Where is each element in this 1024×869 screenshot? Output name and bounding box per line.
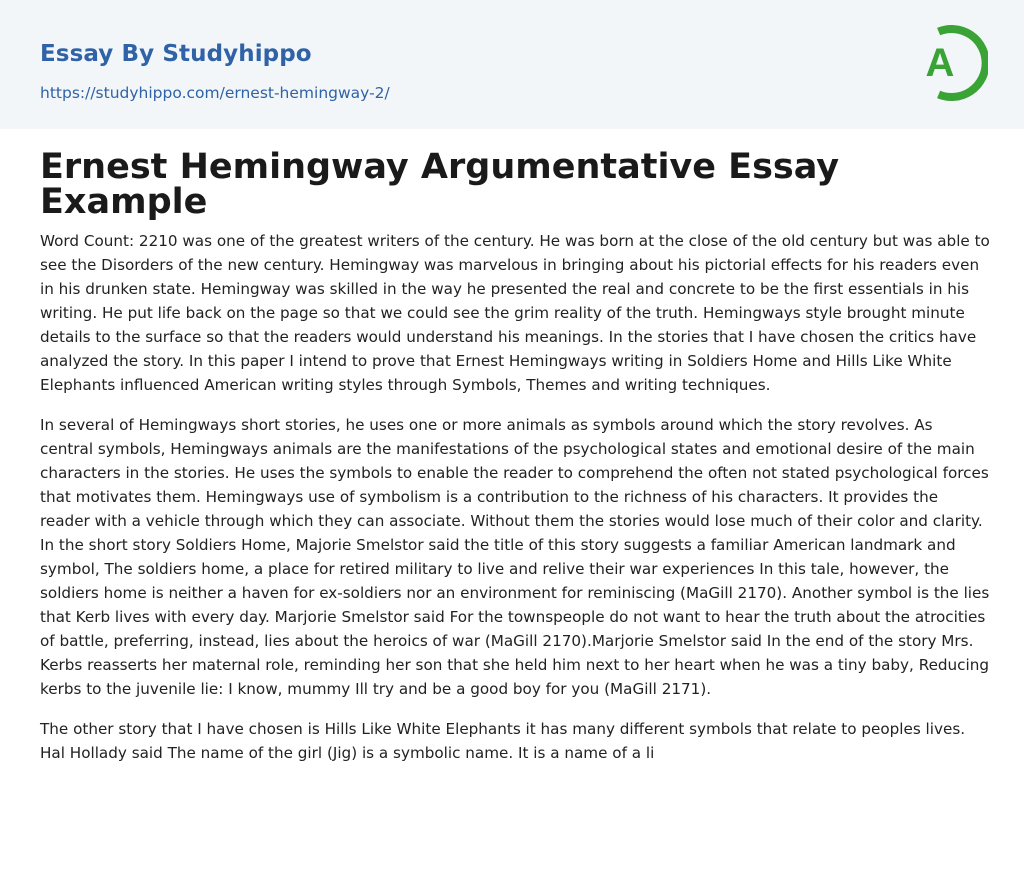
source-url-link[interactable]: https://studyhippo.com/ernest-hemingway-2/ [40, 84, 390, 102]
site-brand[interactable]: Essay By Studyhippo [40, 41, 312, 67]
essay-paragraph: In several of Hemingways short stories, he uses one or more animals as symbols around which the story revolves. As central symbols, Hemingways animals are the manifestations of the psychological states and emotional desire of the main characters in the stories. He uses the symbols to enable the reader to comprehend the often not stated psychological forces that motivates them. Hemingways use of symbolism is a contribution to the richness of his characters. It provides the reader with a vehicle through which they can associate. Without them the stories would lose much of their color and clarity. In the short story Soldiers Home, Majorie Smelstor said the title of this story suggests a familiar American landmark and symbol, The soldiers home, a place for retired military to live and relive their war experiences In this tale, however, the soldiers home is neither a haven for ex-soldiers nor an environment for reminiscing (MaGill 2170). Another symbol is the lies that Kerb lives with every day. Marjorie Smelstor said For the townspeople do not want to hear the truth about the atrocities of battle, preferring, instead, lies about the heroics of war (MaGill 2170).Marjorie Smelstor said In the end of the story Mrs. Kerbs reasserts her maternal role, reminding her son that she held him next to her heart when he was a tiny baby, Reducing kerbs to the juvenile lie: I know, mummy Ill try and be a good boy for you (MaGill 2171). [40, 416, 990, 698]
page-title: Ernest Hemingway Argumentative Essay Example [40, 147, 840, 222]
site-header [0, 0, 1024, 129]
logo-letter: A [925, 41, 955, 85]
studyhippo-logo-icon[interactable] [912, 18, 988, 108]
essay-body [40, 229, 990, 781]
essay-paragraph: Word Count: 2210 was one of the greatest writers of the century. He was born at the close of the old century but was able to see the Disorders of the new century. Hemingway was marvelous in bringing about his pictorial effects for his readers even in his drunken state. Hemingway was skilled in the way he presented the real and concrete to be the first essentials in his writing. He put life back on the page so that we could see the grim reality of the truth. Hemingways style brought minute details to the surface so that the readers would understand his meanings. In the stories that I have chosen the critics have analyzed the story. In this paper I intend to prove that Ernest Hemingways writing in Soldiers Home and Hills Like White Elephants influenced American writing styles through Symbols, Themes and writing techniques. [40, 232, 990, 394]
essay-paragraph: The other story that I have chosen is Hills Like White Elephants it has many different symbols that relate to peoples lives. Hal Hollady said The name of the girl (Jig) is a symbolic name. It is a name of a li [40, 720, 966, 762]
